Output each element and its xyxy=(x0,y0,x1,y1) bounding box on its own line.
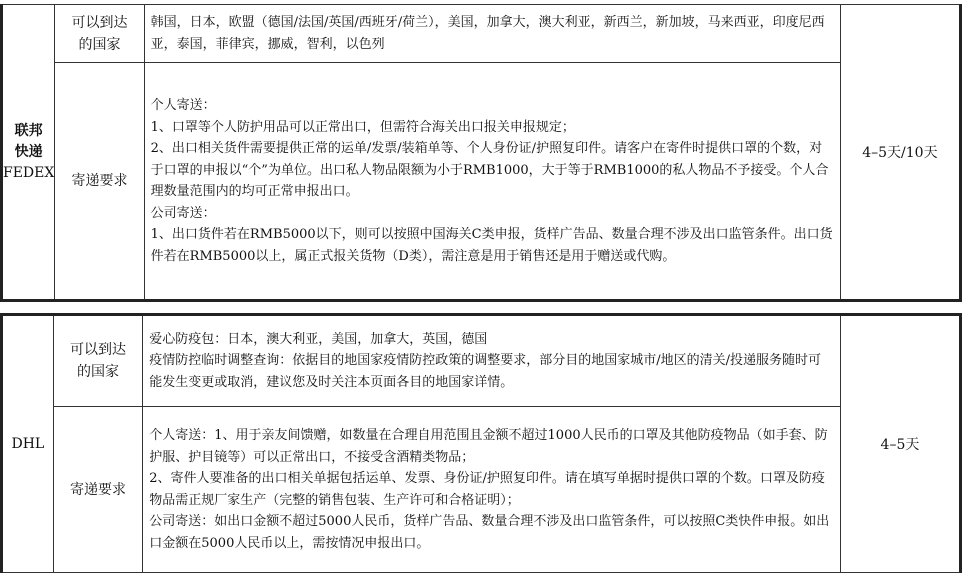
fedex-time: 4–5天/10天 xyxy=(840,5,960,301)
dhl-countries xyxy=(143,315,841,407)
fedex-countries-label-line2: 的国家 xyxy=(78,36,121,53)
fedex-carrier-line2: 快递 xyxy=(14,143,43,160)
dhl-countries-label xyxy=(53,315,143,407)
fedex-req-line: 个人寄送： xyxy=(150,98,216,113)
dhl-req-label: 寄递要求 xyxy=(53,407,143,573)
dhl-countries-label-line2: 的国家 xyxy=(76,364,119,380)
dhl-requirements xyxy=(143,407,841,573)
fedex-req-label: 寄递要求 xyxy=(55,63,144,301)
fedex-req-line: 公司寄送： xyxy=(150,205,216,221)
fedex-countries: 韩国，日本，欧盟（德国/法国/英国/西班牙/荷兰），美国，加拿大，澳大利亚，新西兰，新加坡，马来西亚，印度尼西亚，泰国，菲律宾，挪威，智利，以色列 xyxy=(144,5,840,63)
dhl-carrier: DHL xyxy=(11,435,45,452)
fedex-countries-label-line1: 可以到达 xyxy=(71,14,128,31)
dhl-req-line: 公司寄送：如出口金额不超过5000人民币，货样广告品、数量合理不涉及出口监管条件，可以按照C类快件申报。如出口金额在5000人民币以上，需按情况申报出口。 xyxy=(149,514,830,551)
dhl-carrier-cell xyxy=(2,315,54,573)
dhl-countries-line: 爱心防疫包：日本，澳大利亚，美国，加拿大，英国，德国 xyxy=(149,331,488,347)
fedex-carrier-line1: 联邦 xyxy=(14,122,43,139)
fedex-table xyxy=(0,4,962,302)
dhl-countries-line: 疫情防控临时调整查询：依据目的地国家疫情防控政策的调整要求，部分目的地国家城市/地区的清关/投递服务随时可能发生变更或取消，建议您及时关注本页面各目的地国家详情。 xyxy=(149,353,822,390)
dhl-table xyxy=(0,313,962,573)
fedex-req-line: 2、出口相关货件需要提供正常的运单/发票/装箱单等、个人身份证/护照复印件。请客户在寄件时提供口罩的个数，对于口罩的申报以“个”为单位。出口私人物品限额为小于RMB1000，大于等于RMB1000的私人物品不予接受。个人合理数量范围内的均可正常申报出口。 xyxy=(150,141,829,199)
dhl-req-line: 2、寄件人要准备的出口相关单据包括运单、发票、身份证/护照复印件。请在填写单据时提供口罩的个数。口罩及防疫物品需正规厂家生产（完整的销售包装、生产许可和合格证明）； xyxy=(149,471,825,508)
dhl-countries-label-line1: 可以到达 xyxy=(69,342,126,358)
fedex-carrier-line3: FEDEX xyxy=(3,164,55,181)
fedex-carrier-cell xyxy=(2,5,55,301)
fedex-req-line: 1、出口货件若在RMB5000以下，则可以按照中国海关C类申报，货样广告品、数量合理不涉及出口监管条件。出口货件若在RMB5000以上，属正式报关货物（D类），需注意是用于销售还是用于赠送或代购。 xyxy=(150,227,833,264)
dhl-req-line: 个人寄送：1、用于亲友间馈赠，如数量在合理自用范围且金额不超过1000人民币的口罩及其他防疫物品（如手套、防护服、护目镜等）可以正常出口，不接受含酒精类物品； xyxy=(149,428,828,465)
fedex-req-line: 1、口罩等个人防护用品可以正常出口，但需符合海关出口报关申报规定； xyxy=(150,119,575,135)
dhl-time: 4–5天 xyxy=(840,315,960,573)
fedex-requirements xyxy=(144,63,840,301)
fedex-countries-label xyxy=(55,5,144,63)
